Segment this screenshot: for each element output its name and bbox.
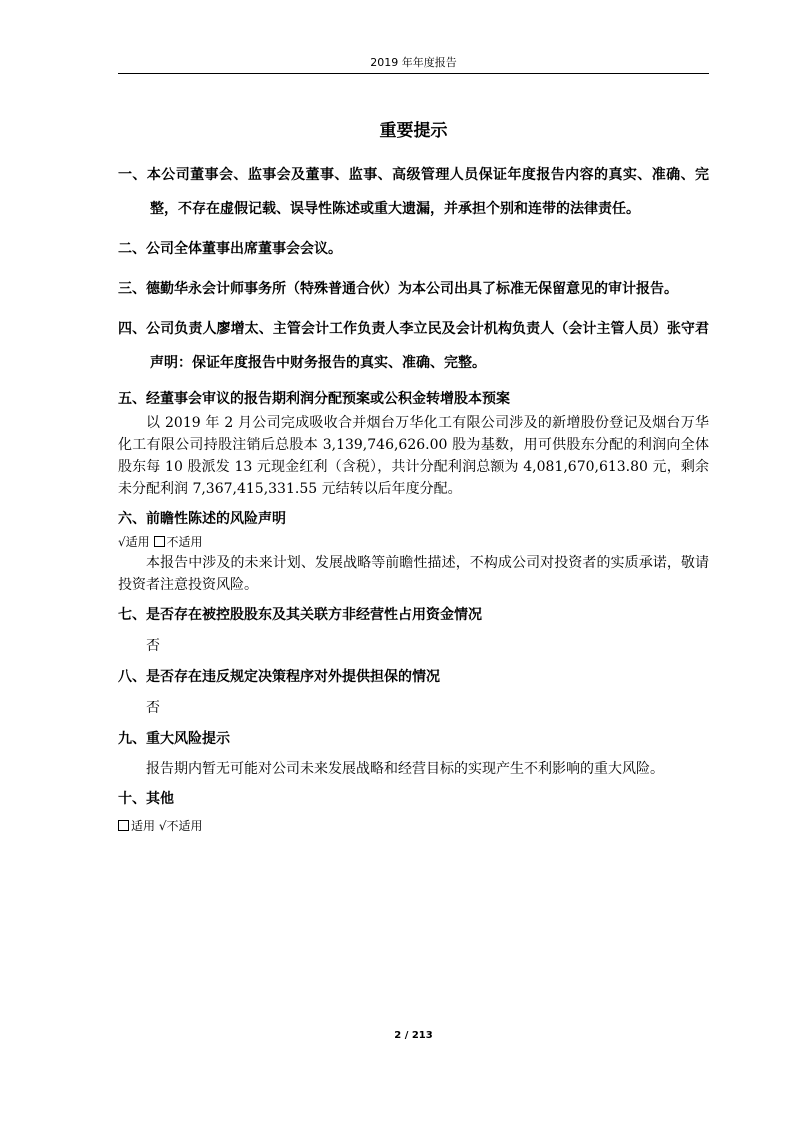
- section-4-title: 四、公司负责人廖增太、主管会计工作负责人李立民及会计机构负责人（会计主管人员）张守君声明：保证年度报告中财务报告的真实、准确、完整。: [118, 321, 709, 371]
- checkmark-icon: √: [118, 535, 126, 549]
- section-9-body: 报告期内暂无可能对公司未来发展战略和经营目标的实现产生不利影响的重大风险。: [146, 761, 664, 777]
- section-5-title: 五、经董事会审议的报告期利润分配预案或公积金转增股本预案: [118, 391, 510, 407]
- page-number: 2 / 213: [394, 1030, 433, 1041]
- section-6-applicability: [118, 532, 709, 552]
- section-2-title: 二、公司全体董事出席董事会会议。: [118, 241, 342, 257]
- section-1-title: 一、本公司董事会、监事会及董事、监事、高级管理人员保证年度报告内容的真实、准确、完整，不存在虚假记载、误导性陈述或重大遗漏，并承担个别和连带的法律责任。: [118, 167, 709, 217]
- empty-checkbox-icon: [154, 536, 165, 547]
- section-9-title: 九、重大风险提示: [118, 731, 230, 747]
- section-6-title: 六、前瞻性陈述的风险声明: [118, 511, 286, 527]
- section-6-body: 本报告中涉及的未来计划、发展战略等前瞻性描述，不构成公司对投资者的实质承诺，敬请投资者注意投资风险。: [118, 555, 709, 593]
- section-3: [118, 272, 709, 306]
- header-divider: [118, 73, 709, 74]
- section-8-title: 八、是否存在违反规定决策程序对外提供担保的情况: [118, 669, 440, 685]
- option-not-applicable-label: 不适用: [166, 535, 203, 549]
- section-2: [118, 232, 709, 266]
- section-5: [118, 386, 709, 500]
- document-body: [118, 158, 709, 836]
- running-header: 2019 年年度报告: [370, 56, 457, 69]
- section-7-body: 否: [146, 638, 160, 654]
- option-applicable-label: 适用: [125, 535, 150, 549]
- section-1: [118, 158, 709, 226]
- section-10-applicability: [118, 816, 709, 836]
- section-8-body: 否: [146, 700, 160, 716]
- section-8: [118, 664, 709, 726]
- section-10-title: 十、其他: [118, 791, 174, 807]
- section-4: [118, 312, 709, 380]
- option-applicable-label: 适用: [131, 819, 156, 833]
- section-3-title: 三、德勤华永会计师事务所（特殊普通合伙）为本公司出具了标准无保留意见的审计报告。: [118, 281, 678, 297]
- section-6: [118, 506, 709, 596]
- option-not-applicable-label: 不适用: [166, 819, 203, 833]
- section-10: [118, 786, 709, 836]
- checkmark-icon: √: [158, 819, 167, 833]
- page-title: 重要提示: [379, 121, 448, 141]
- section-7: [118, 602, 709, 664]
- section-9: [118, 726, 709, 780]
- section-7-title: 七、是否存在被控股股东及其关联方非经营性占用资金情况: [118, 607, 482, 623]
- empty-checkbox-icon: [118, 820, 129, 831]
- section-5-body: 以 2019 年 2 月公司完成吸收合并烟台万华化工有限公司涉及的新增股份登记及烟台万华化工有限公司持股注销后总股本 3,139,746,626.00 股为基数，用可供股东分配的利润向全体股东每 10 股派发 13 元现金红利（含税），共计分配利润总额为 4,081,670,613.80 元，剩余未分配利润 7,367,415,331.55 元结转以后年度分配。: [118, 415, 709, 497]
